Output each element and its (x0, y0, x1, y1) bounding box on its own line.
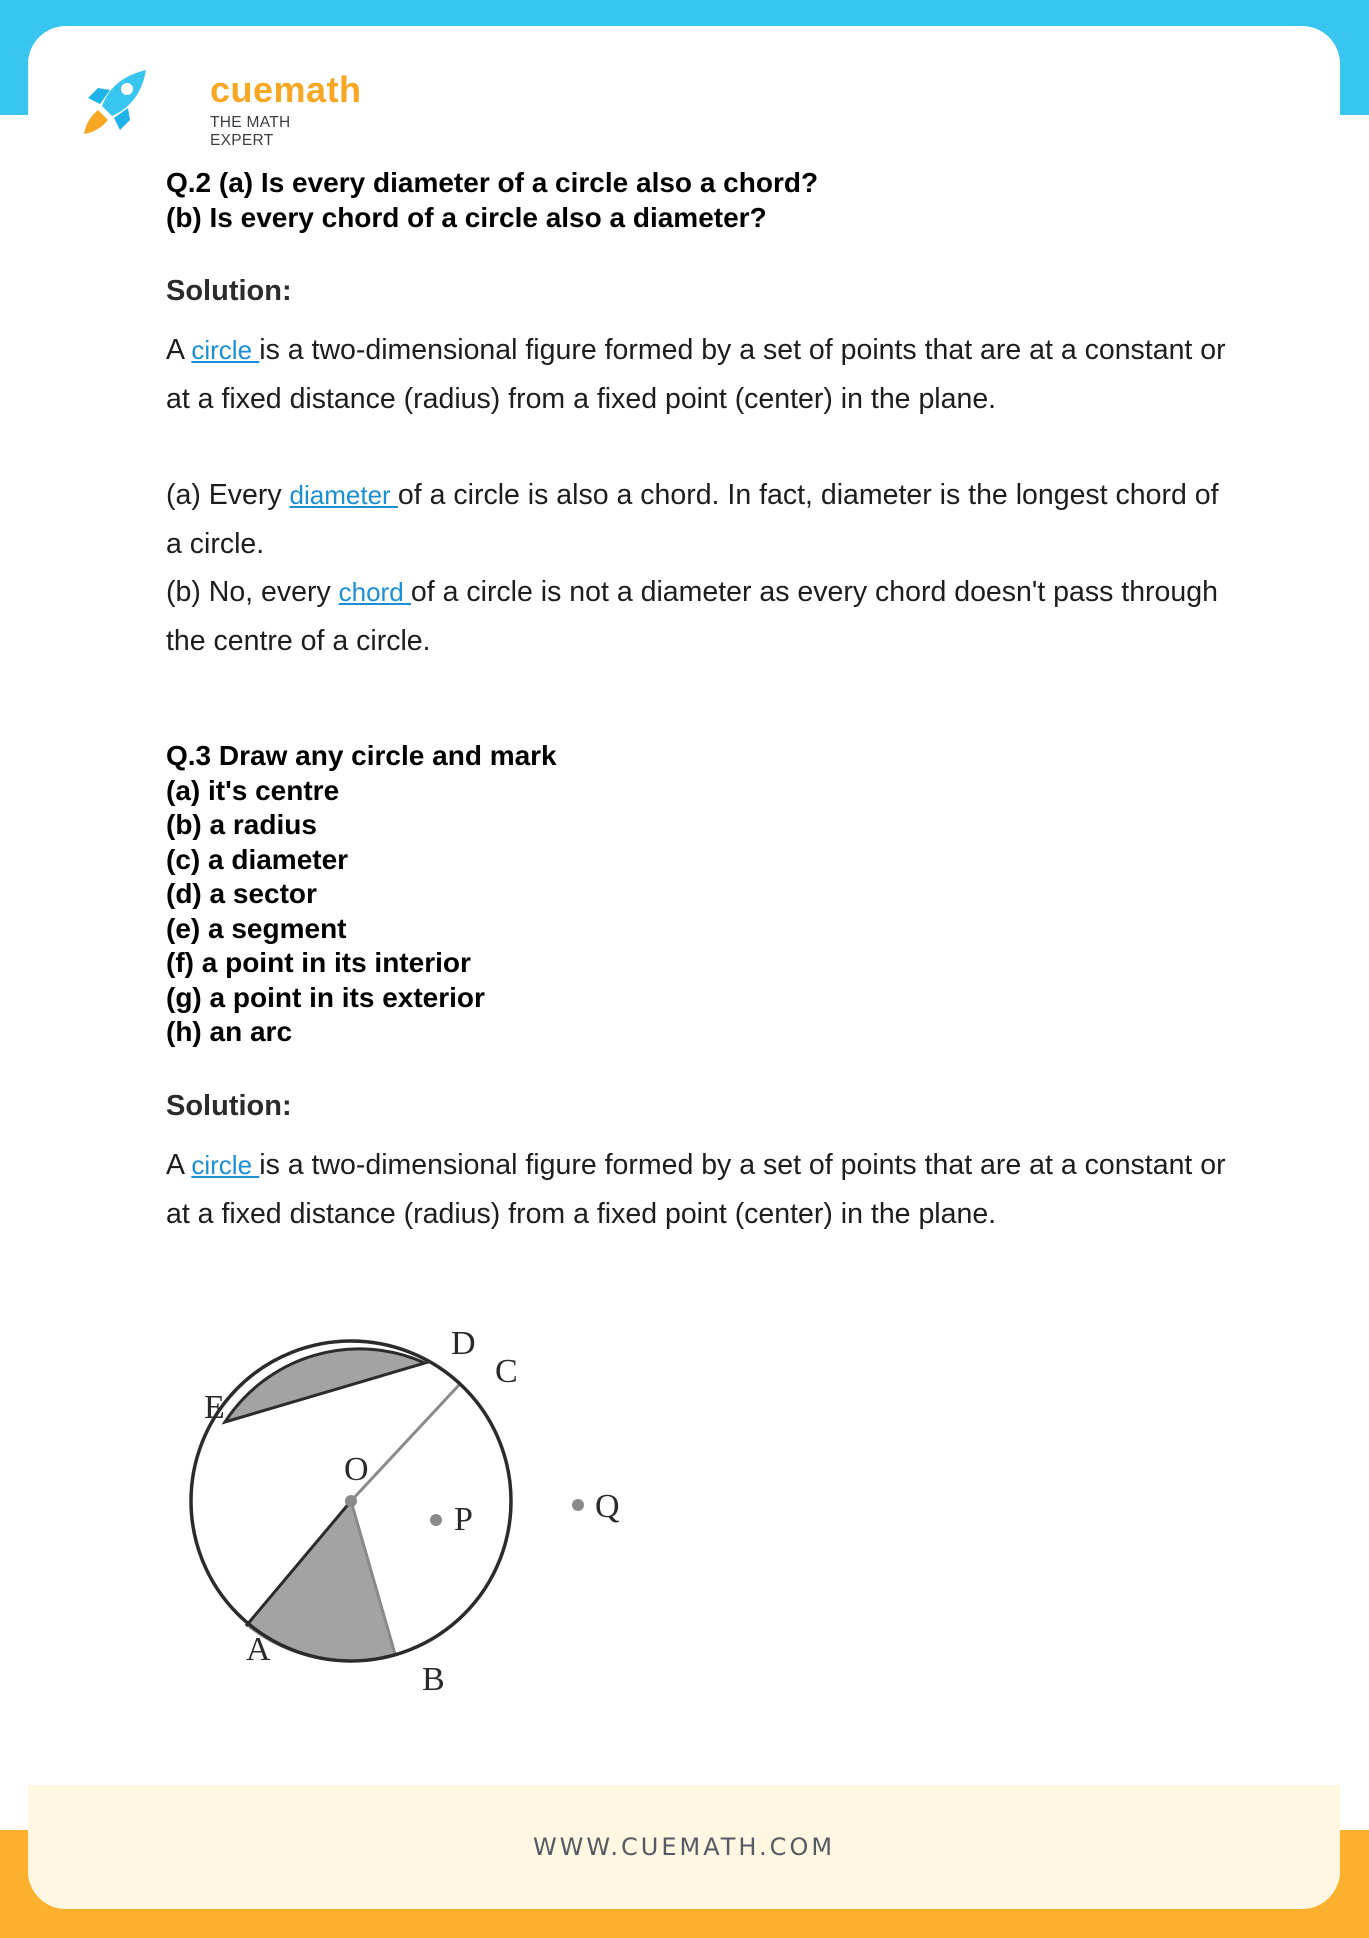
q3-question-line: Q.3 Draw any circle and mark (166, 740, 557, 771)
brand-tagline: THE MATH EXPERT (210, 114, 291, 149)
q2-p3-text-start: (b) No, every (166, 576, 339, 608)
q2-p2-text-end: of a circle is also a chord. In fact, diameter is the longest chord of a circle. (166, 479, 1219, 560)
q3-part-d: (d) a sector (166, 878, 317, 909)
label-O: O (344, 1451, 369, 1488)
q3-part-h: (h) an arc (166, 1016, 293, 1047)
cuemath-logo[interactable] (78, 64, 362, 149)
label-A: A (246, 1631, 271, 1668)
label-Q: Q (595, 1488, 620, 1525)
q2-question-line-2: (b) Is every chord of a circle also a diameter? (166, 202, 767, 233)
label-D: D (451, 1325, 476, 1362)
q2-solution-heading: Solution: (166, 275, 292, 307)
q3-part-b: (b) a radius (166, 809, 317, 840)
label-P: P (454, 1501, 473, 1538)
q2-solution-paragraph-1 (166, 326, 1226, 423)
circle-link-2[interactable]: circle (191, 1150, 260, 1180)
q2-p1-text-start: A (166, 334, 192, 366)
rocket-icon (78, 64, 154, 140)
q2-p2-text-start: (a) Every (166, 479, 290, 511)
exterior-point (572, 1499, 584, 1511)
chord-link[interactable]: chord (338, 577, 411, 607)
label-E: E (204, 1389, 225, 1426)
page-card (28, 26, 1340, 1909)
q3-p1-text-end: is a two-dimensional figure formed by a set of points that are at a constant or at a fixed distance (radius) from a fixed point (center) in the plane. (166, 1149, 1226, 1230)
q3-part-f: (f) a point in its interior (166, 947, 471, 978)
q2-solution-paragraph-3 (166, 568, 1226, 665)
q3-part-a: (a) it's centre (166, 774, 340, 806)
diameter-link[interactable]: diameter (289, 480, 398, 510)
q3-part-e: (e) a segment (166, 912, 347, 944)
label-C: C (495, 1353, 518, 1390)
segment-shade (225, 1349, 425, 1422)
q2-question-line-1: Q.2 (a) Is every diameter of a circle also a chord? (166, 167, 819, 198)
brand-name: cuemath (210, 69, 362, 110)
q3-p1-text-start: A (166, 1149, 192, 1181)
q2-p3-text-end: of a circle is not a diameter as every chord doesn't pass through the centre of a circle. (166, 576, 1218, 657)
centre-point (345, 1495, 357, 1507)
circle-diagram (166, 1288, 646, 1708)
q3-part-c: (c) a diameter (166, 843, 349, 875)
q3-part-g: (g) a point in its exterior (166, 981, 485, 1013)
footer-bar (28, 1785, 1340, 1909)
q3-solution-paragraph-1 (166, 1141, 1226, 1238)
circle-link[interactable]: circle (191, 335, 260, 365)
q2-p1-text-end: is a two-dimensional figure formed by a set of points that are at a constant or at a fixed distance (radius) from a fixed point (center) in the plane. (166, 334, 1226, 415)
interior-point (430, 1514, 442, 1526)
label-B: B (422, 1661, 445, 1698)
q3-solution-heading: Solution: (166, 1090, 292, 1122)
q2-solution-paragraph-2 (166, 471, 1226, 568)
footer-website-link[interactable]: WWW.CUEMATH.COM (532, 1833, 836, 1861)
